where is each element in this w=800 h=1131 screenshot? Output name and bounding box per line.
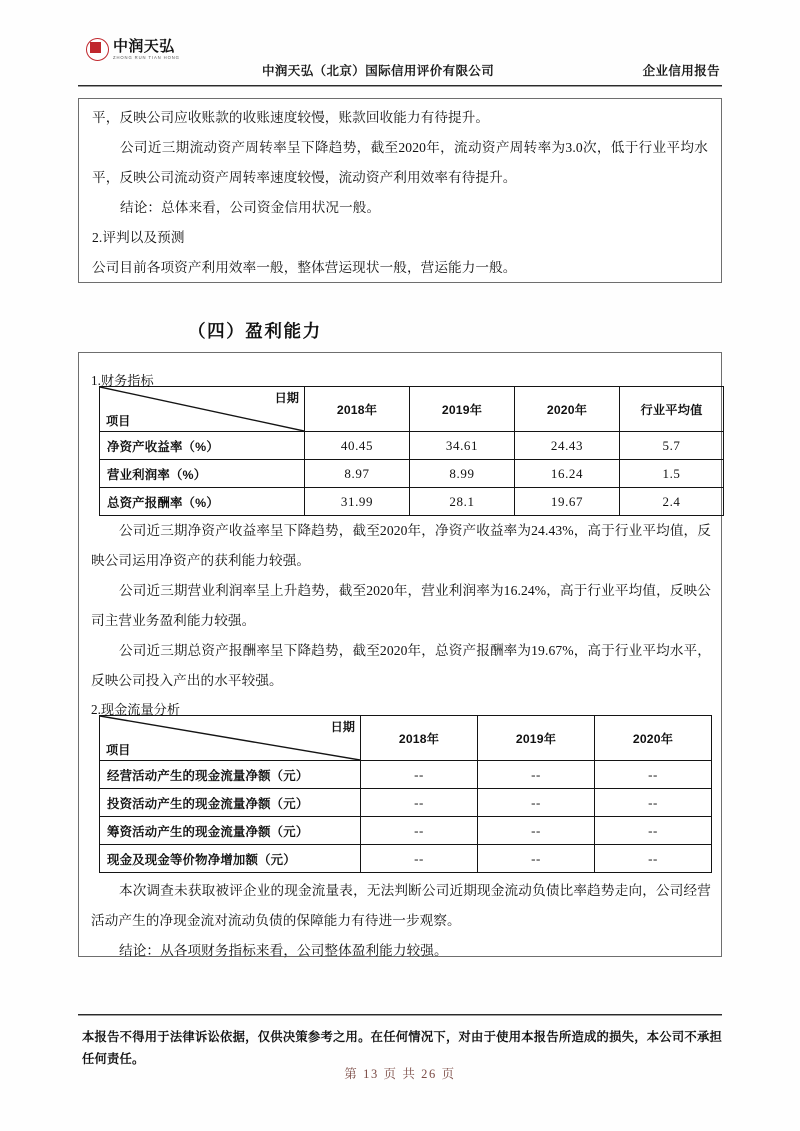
table-cell: --: [478, 761, 595, 789]
table-cell: --: [361, 845, 478, 873]
header-company-name: 中润天弘（北京）国际信用评价有限公司: [262, 64, 495, 78]
profitability-analysis-block: [91, 516, 711, 696]
corner-header-cell: [100, 387, 305, 432]
subheading-financial-indicators: 1.财务指标: [91, 373, 154, 388]
table-cell: --: [595, 761, 712, 789]
seal-icon: [86, 38, 109, 61]
corner-label-date: 日期: [274, 391, 299, 405]
table-cell: 40.45: [305, 432, 410, 460]
table-row: [100, 432, 724, 460]
column-header: 2018年: [305, 387, 410, 432]
subheading-assessment-forecast: 2.评判以及预测: [92, 230, 185, 245]
table-cell: --: [361, 789, 478, 817]
cashflow-note-block: [91, 876, 711, 966]
column-header: 2019年: [410, 387, 515, 432]
row-label: 总资产报酬率（%）: [100, 488, 305, 516]
table-header-row: [100, 387, 724, 432]
paragraph-cashflow-note: 本次调查未获取被评企业的现金流量表，无法判断公司近期现金流动负债比率趋势走向，公司经营活动产生的净现金流对流动负债的保障能力有待进一步观察。: [91, 883, 711, 928]
corner-header-cell: [100, 716, 361, 761]
corner-label-date: 日期: [330, 720, 355, 734]
row-label: 现金及现金等价物净增加额（元）: [100, 845, 361, 873]
profitability-conclusion: 结论：从各项财务指标来看，公司整体盈利能力较强。: [119, 943, 448, 958]
paragraph-continued: 平，反映公司应收账款的收账速度较慢，账款回收能力有待提升。: [92, 110, 490, 125]
column-header: 2018年: [361, 716, 478, 761]
table-cell: 31.99: [305, 488, 410, 516]
paragraph-roa-analysis: 公司近三期总资产报酬率呈下降趋势，截至2020年，总资产报酬率为19.67%，高于行业平均水平，反映公司投入产出的水平较强。: [91, 643, 711, 688]
table-cell: --: [595, 789, 712, 817]
row-label: 营业利润率（%）: [100, 460, 305, 488]
operating-capability-box: [78, 98, 722, 283]
table-cell: 19.67: [515, 488, 620, 516]
table-row: [100, 761, 712, 789]
row-label: 投资活动产生的现金流量净额（元）: [100, 789, 361, 817]
diagonal-line-icon: [100, 716, 360, 760]
subheading-cashflow-analysis: 2.现金流量分析: [91, 702, 181, 717]
column-header: 行业平均值: [620, 387, 724, 432]
table-cell: --: [478, 789, 595, 817]
corner-label-item: 项目: [106, 743, 131, 757]
table-cell: 8.97: [305, 460, 410, 488]
table-row: [100, 488, 724, 516]
row-label: 经营活动产生的现金流量净额（元）: [100, 761, 361, 789]
logo-text: [113, 39, 180, 60]
corner-label-item: 项目: [106, 414, 131, 428]
table-cell: 2.4: [620, 488, 724, 516]
financial-indicators-table: [99, 386, 724, 516]
table-cell: --: [361, 817, 478, 845]
table-row: [100, 845, 712, 873]
cashflow-table: [99, 715, 712, 873]
table-cell: --: [478, 845, 595, 873]
column-header: 2019年: [478, 716, 595, 761]
company-logo: [86, 38, 180, 61]
paragraph-roe-analysis: 公司近三期净资产收益率呈下降趋势，截至2020年，净资产收益率为24.43%，高于行业平均值，反映公司运用净资产的获利能力较强。: [91, 523, 711, 568]
table-row: [100, 817, 712, 845]
table-cell: 24.43: [515, 432, 620, 460]
table-row: [100, 789, 712, 817]
table-header-row: [100, 716, 712, 761]
page-header: [78, 36, 722, 86]
table-cell: 34.61: [410, 432, 515, 460]
logo-chinese-name: 中润天弘: [113, 37, 175, 55]
operating-conclusion: 结论：总体来看，公司资金信用状况一般。: [120, 200, 381, 215]
header-divider: [78, 85, 722, 87]
table-cell: --: [595, 817, 712, 845]
header-document-type: 企业信用报告: [642, 64, 720, 78]
table-cell: 1.5: [620, 460, 724, 488]
paragraph-assessment: 公司目前各项资产利用效率一般，整体营运现状一般，营运能力一般。: [92, 260, 517, 275]
table-cell: --: [595, 845, 712, 873]
diagonal-line-icon: [100, 387, 304, 431]
footer-divider: [78, 1014, 722, 1016]
table-cell: 8.99: [410, 460, 515, 488]
table-cell: 16.24: [515, 460, 620, 488]
table-row: [100, 460, 724, 488]
table-cell: 28.1: [410, 488, 515, 516]
row-label: 筹资活动产生的现金流量净额（元）: [100, 817, 361, 845]
table-cell: --: [478, 817, 595, 845]
table-cell: --: [361, 761, 478, 789]
row-label: 净资产收益率（%）: [100, 432, 305, 460]
column-header: 2020年: [515, 387, 620, 432]
logo-pinyin-name: ZHONG RUN TIAN HONG: [113, 54, 180, 60]
footer-disclaimer: 本报告不得用于法律诉讼依据，仅供决策参考之用。在任何情况下，对由于使用本报告所造成的损失，本公司不承担任何责任。: [82, 1030, 722, 1066]
paragraph-operating-margin-analysis: 公司近三期营业利润率呈上升趋势，截至2020年，营业利润率为16.24%，高于行业平均值，反映公司主营业务盈利能力较强。: [91, 583, 711, 628]
section-heading-profitability: （四）盈利能力: [188, 321, 322, 341]
page-number: 第 13 页 共 26 页: [344, 1067, 456, 1081]
paragraph-current-asset-turnover: 公司近三期流动资产周转率呈下降趋势，截至2020年，流动资产周转率为3.0次，低于行业平均水平，反映公司流动资产周转率速度较慢，流动资产利用效率有待提升。: [92, 140, 708, 185]
table-cell: 5.7: [620, 432, 724, 460]
column-header: 2020年: [595, 716, 712, 761]
